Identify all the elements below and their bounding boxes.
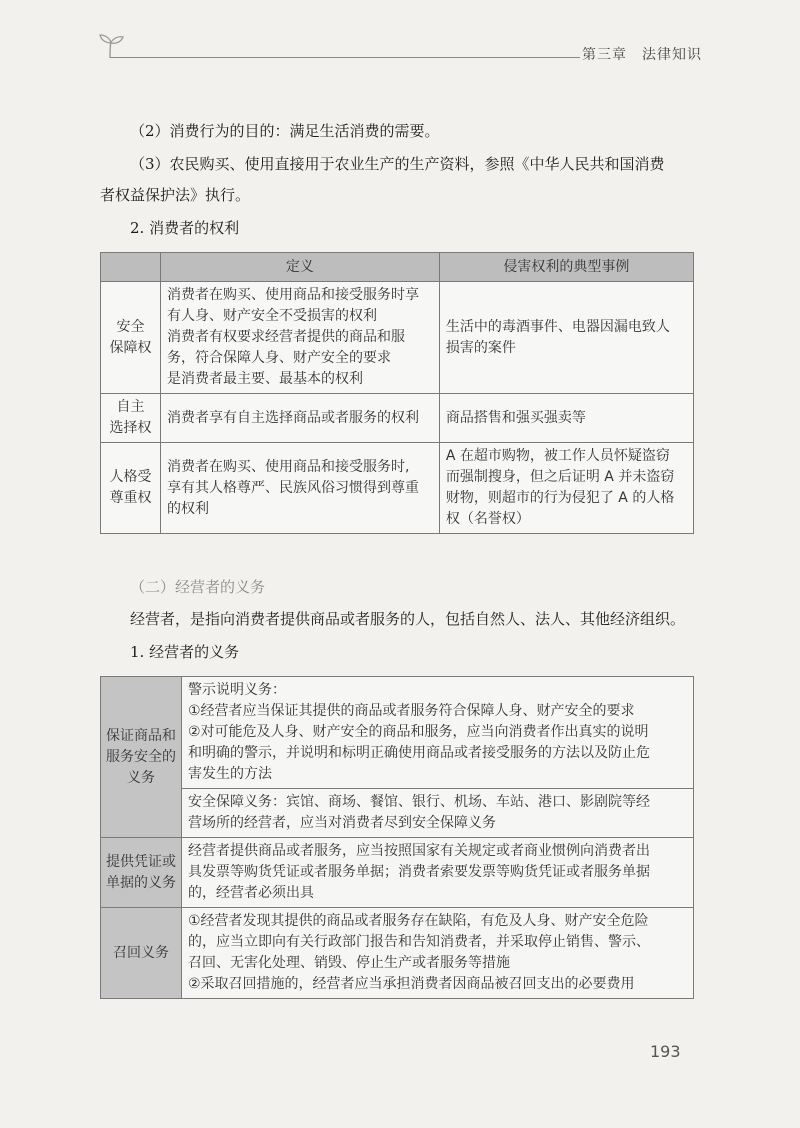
section-title: （二）经营者的义务: [130, 578, 266, 596]
duty-cell: 警示说明义务： ①经营者应当保证其提供的商品或者服务符合保障人身、财产安全的要求 ②对可能危及人身、财产安全的商品和服务，应当向消费者作出真实的说明 和明确的警示，并说明和标明正确使用商品或者接受服务的方法以及防止危 害发生的方法: [182, 677, 694, 789]
consumer-rights-table: [100, 252, 694, 534]
intro-paragraph-2-line-2: 者权益保护法》执行。: [100, 186, 251, 204]
operator-duties-table: [100, 676, 694, 999]
table-row: [101, 394, 694, 443]
page-header: [0, 0, 800, 70]
page-number: 193: [650, 1042, 681, 1061]
table-header-row: [101, 253, 694, 282]
duty-cell: ①经营者发现其提供的商品或者服务存在缺陷，有危及人身、财产安全危险 的，应当立即向有关行政部门报告和告知消费者，并采取停止销售、警示、 召回、无害化处理、销毁、停止生产或者服务等措施 ②采取召回措施的，经营者应当承担消费者因商品被召回支出的必要费用: [182, 908, 694, 999]
table-row: [101, 443, 694, 534]
definition-cell: 消费者享有自主选择商品或者服务的权利: [161, 394, 440, 443]
sprout-icon: [96, 30, 126, 60]
intro-paragraph-1: （2）消费行为的目的：满足生活消费的需要。: [130, 122, 440, 140]
chapter-title: 第三章 法律知识: [582, 47, 702, 63]
operator-definition-paragraph: 经营者，是指向消费者提供商品或者服务的人，包括自然人、法人、其他经济组织。: [130, 610, 686, 628]
example-cell: 生活中的毒酒事件、电器因漏电致人 损害的案件: [439, 282, 693, 394]
row-header: 提供凭证或 单据的义务: [101, 838, 182, 908]
consumer-rights-heading: 2. 消费者的权利: [130, 219, 240, 237]
duty-cell: 经营者提供商品或者服务，应当按照国家有关规定或者商业惯例向消费者出 具发票等购货凭证或者服务单据；消费者索要发票等购货凭证或者服务单据 的，经营者必须出具: [182, 838, 694, 908]
operator-duties-heading: 1. 经营者的义务: [130, 643, 240, 661]
intro-paragraph-2-line-1: （3）农民购买、使用直接用于农业生产的生产资料，参照《中华人民共和国消费: [130, 155, 665, 173]
duty-cell: 安全保障义务：宾馆、商场、餐馆、银行、机场、车站、港口、影剧院等经 营场所的经营者，应当对消费者尽到安全保障义务: [182, 789, 694, 838]
row-header: 自主 选择权: [101, 394, 161, 443]
example-cell: 商品搭售和强买强卖等: [439, 394, 693, 443]
definition-cell: 消费者在购买、使用商品和接受服务时享 有人身、财产安全不受损害的权利 消费者有权要求经营者提供的商品和服 务，符合保障人身、财产安全的要求 是消费者最主要、最基本的权利: [161, 282, 440, 394]
row-header: 人格受 尊重权: [101, 443, 161, 534]
table-row: [101, 677, 694, 789]
table-row: [101, 282, 694, 394]
table-row: [101, 789, 694, 838]
row-header: 保证商品和 服务安全的 义务: [101, 677, 182, 838]
column-header: [101, 253, 161, 282]
row-header: 召回义务: [101, 908, 182, 999]
column-header-definition: 定义: [161, 253, 440, 282]
definition-cell: 消费者在购买、使用商品和接受服务时, 享有其人格尊严、民族风俗习惯得到尊重 的权利: [161, 443, 440, 534]
table-row: [101, 908, 694, 999]
header-rule: [110, 57, 580, 58]
table-row: [101, 838, 694, 908]
row-header: 安全 保障权: [101, 282, 161, 394]
example-cell: A 在超市购物，被工作人员怀疑盗窃 而强制搜身，但之后证明 A 并未盗窃 财物，则超市的行为侵犯了 A 的人格 权（名誉权）: [439, 443, 693, 534]
column-header-example: 侵害权利的典型事例: [439, 253, 693, 282]
